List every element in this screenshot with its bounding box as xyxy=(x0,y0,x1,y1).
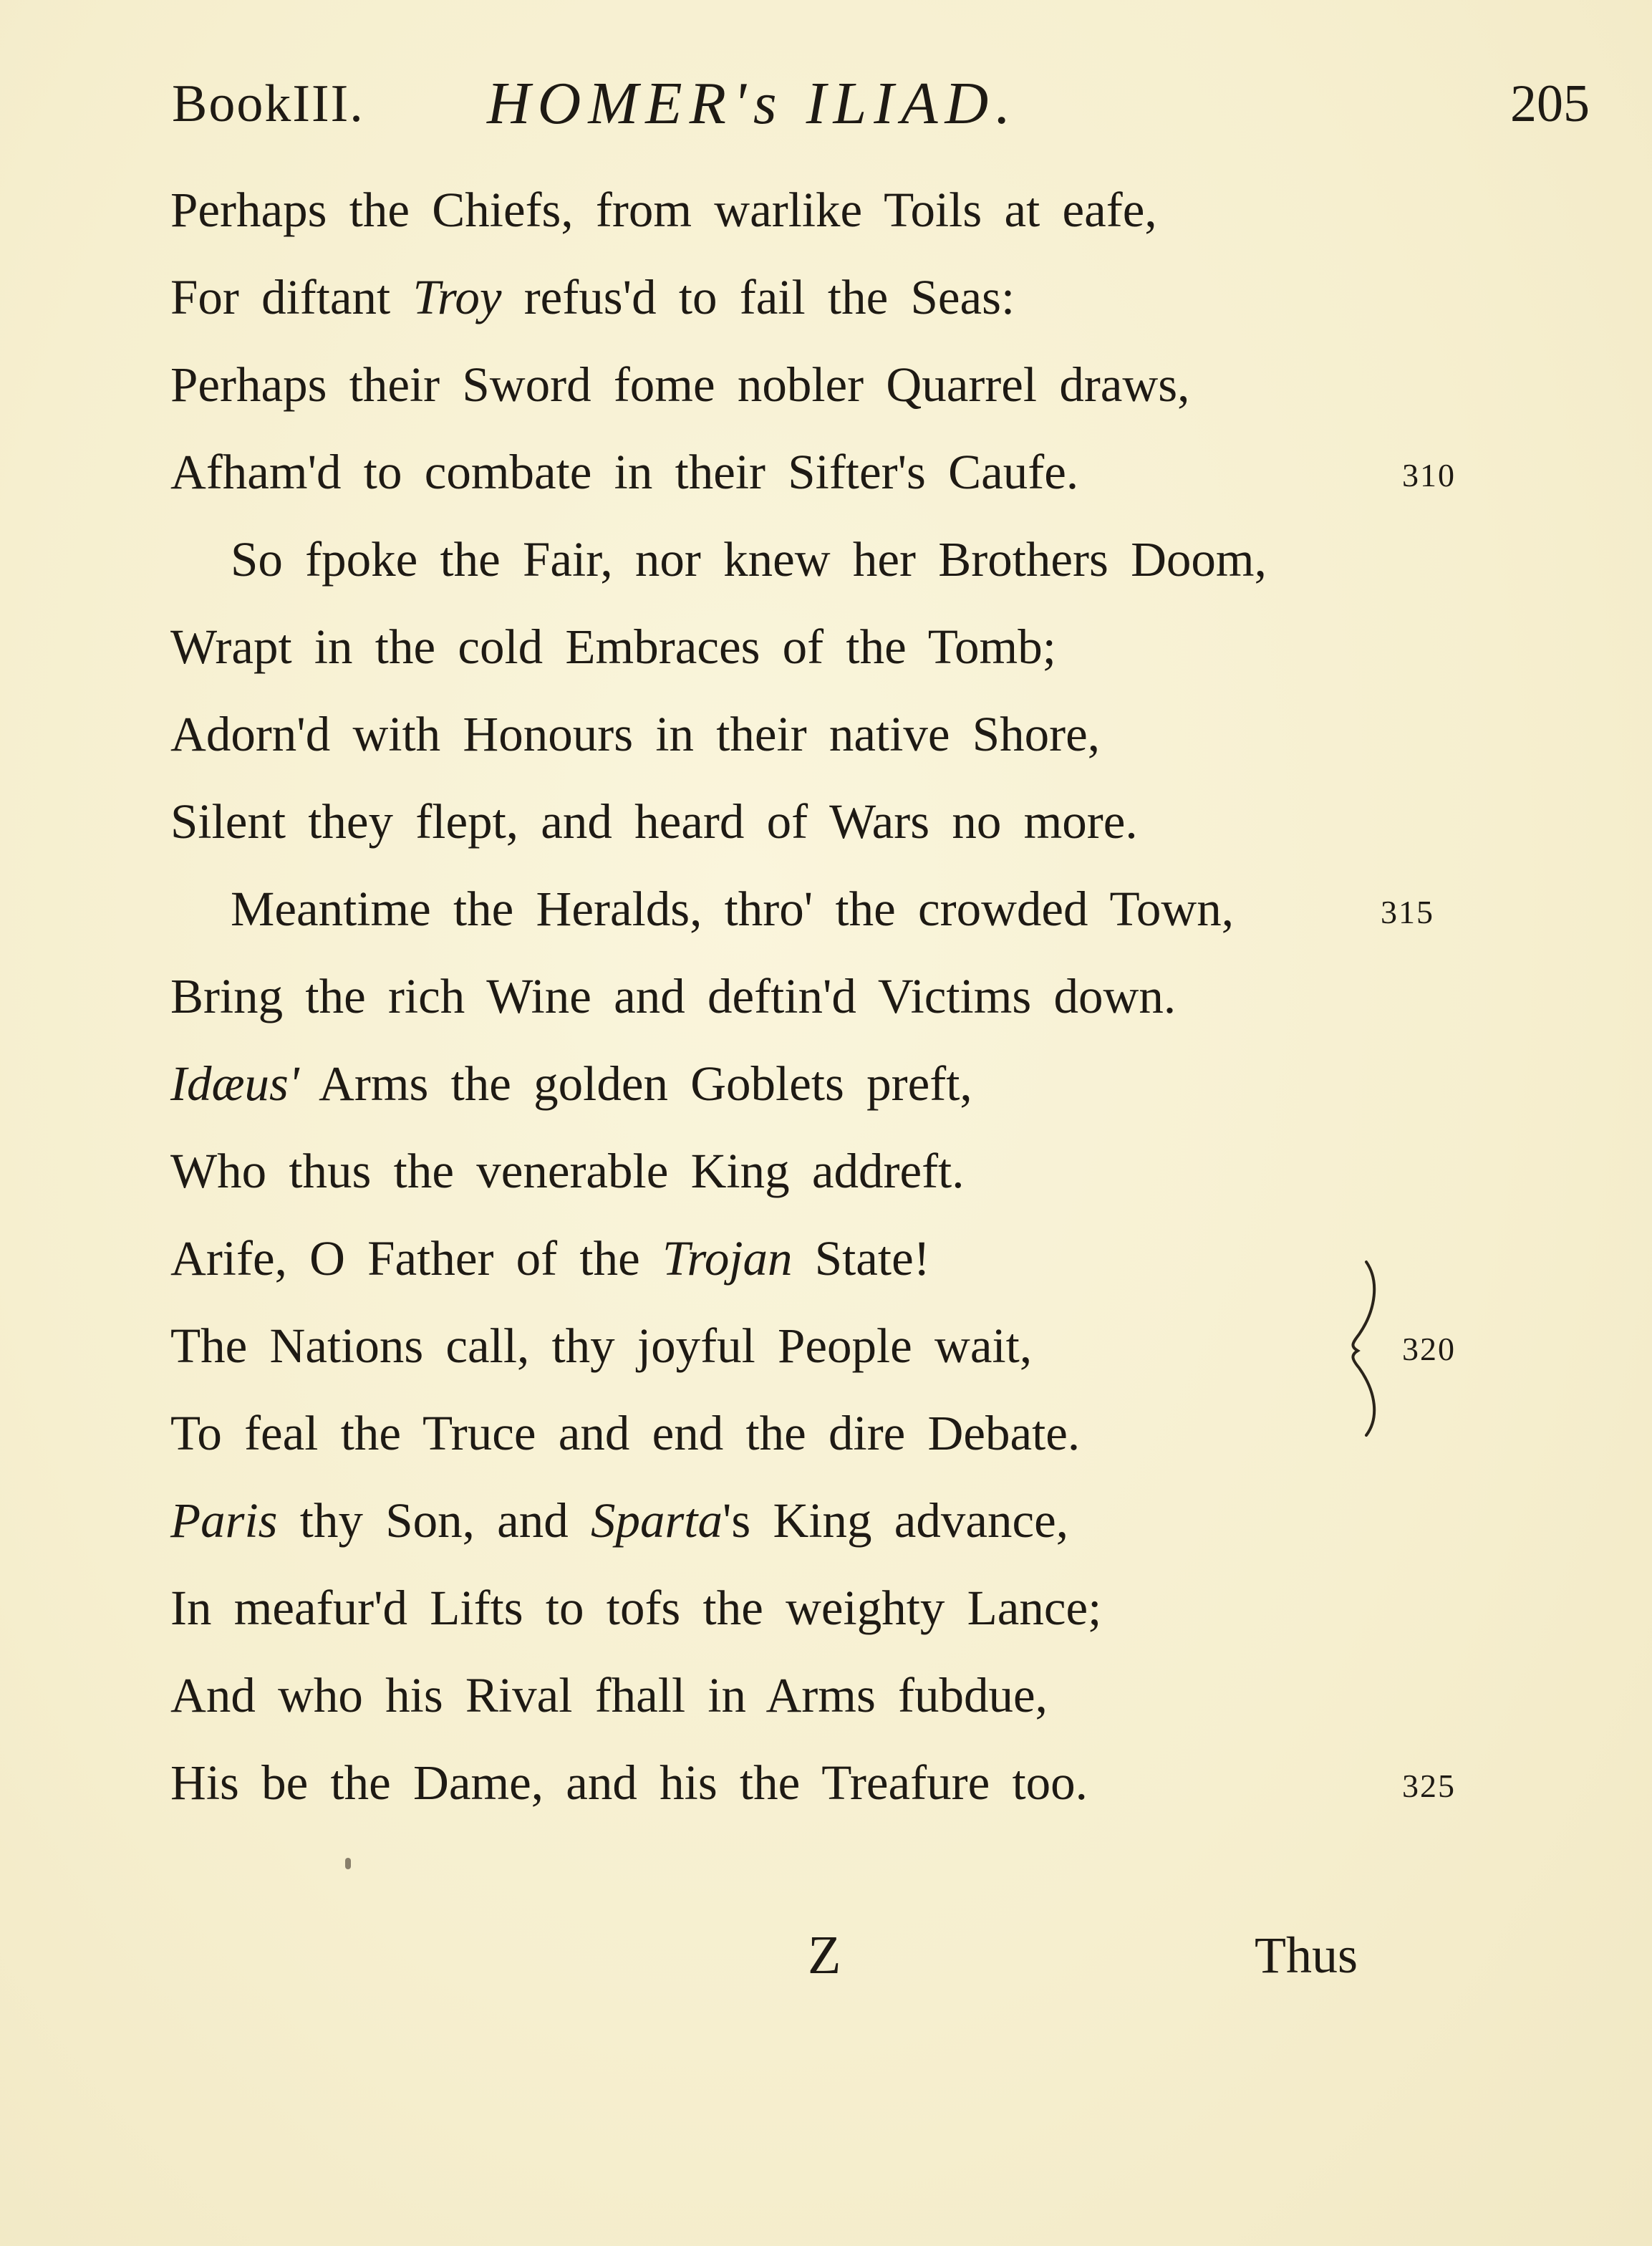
verse-segment: Perhaps their Sword fome nobler Quarrel draws, xyxy=(170,357,1190,412)
verse-line xyxy=(0,341,1652,428)
italic-name: Paris xyxy=(170,1493,278,1548)
verse-text xyxy=(170,1127,964,1215)
verse-text xyxy=(231,865,1234,953)
verse-line xyxy=(0,1302,1652,1389)
page-number: 205 xyxy=(1510,74,1590,133)
verse-line xyxy=(0,254,1652,341)
italic-name: Sparta xyxy=(590,1493,723,1548)
verse-text xyxy=(170,778,1138,865)
catchword: Thus xyxy=(1255,1927,1358,1984)
verse-segment: His be the Dame, and his the Treafure too. xyxy=(170,1755,1088,1810)
running-title: HOMER's ILIAD. xyxy=(487,70,1018,137)
verse-segment: Perhaps the Chiefs, from warlike Toils at eafe, xyxy=(170,183,1157,237)
verse-line xyxy=(0,865,1652,953)
page-footer xyxy=(0,1912,1652,1998)
verse-line xyxy=(0,1127,1652,1215)
verse-segment: Afham'd to combate in their Sifter's Caufe. xyxy=(170,445,1079,499)
verse-segment: 's King advance, xyxy=(722,1493,1069,1548)
verse-line xyxy=(0,1477,1652,1564)
verse-line xyxy=(0,690,1652,778)
line-number: 320 xyxy=(1402,1331,1456,1367)
verse-text xyxy=(170,1477,1068,1564)
verse-segment: State! xyxy=(792,1231,930,1286)
verse-line xyxy=(0,516,1652,603)
verse-line xyxy=(0,1215,1652,1302)
verse-segment: So fpoke the Fair, nor knew her Brothers Doom, xyxy=(231,532,1267,587)
verse-line xyxy=(0,953,1652,1040)
italic-name: Trojan xyxy=(662,1231,793,1286)
verse-line xyxy=(0,1739,1652,1826)
verse-segment: thy Son, and xyxy=(277,1493,591,1548)
verse-segment: Bring the rich Wine and deftin'd Victims down. xyxy=(170,969,1177,1023)
verse-line xyxy=(0,166,1652,254)
verse-text xyxy=(170,1302,1032,1389)
verse-segment: Wrapt in the cold Embraces of the Tomb; xyxy=(170,620,1056,674)
verse-segment: Arms the golden Goblets preft, xyxy=(299,1056,972,1111)
verse-line xyxy=(0,778,1652,865)
verse-segment: Adorn'd with Honours in their native Shore, xyxy=(170,707,1101,761)
verse-text xyxy=(170,603,1056,690)
verse-line xyxy=(0,428,1652,516)
verse-text xyxy=(170,341,1189,428)
verse-text xyxy=(170,254,1015,341)
verse-text xyxy=(170,1564,1101,1652)
italic-name: Troy xyxy=(412,270,502,324)
signature-mark: Z xyxy=(808,1925,841,1985)
verse-text xyxy=(170,1040,972,1127)
italic-name: Idæus' xyxy=(170,1056,299,1111)
verse-line xyxy=(0,1652,1652,1739)
line-number: 325 xyxy=(1402,1768,1456,1804)
verse-segment: And who his Rival fhall in Arms fubdue, xyxy=(170,1668,1048,1722)
verse-segment: For diftant xyxy=(170,270,413,324)
running-header xyxy=(172,64,1590,143)
verse-text xyxy=(170,953,1176,1040)
verse-line xyxy=(0,1564,1652,1652)
verse-segment: To feal the Truce and end the dire Debate. xyxy=(170,1406,1081,1460)
ink-speck xyxy=(345,1858,351,1869)
verse-text xyxy=(170,1215,930,1302)
verse-segment: In meafur'd Lifts to tofs the weighty Lance; xyxy=(170,1581,1102,1635)
verse-text xyxy=(231,516,1267,603)
verse-text xyxy=(170,1652,1048,1739)
line-number: 315 xyxy=(1381,894,1434,930)
verse-text xyxy=(170,1739,1088,1826)
verse-text xyxy=(170,166,1157,254)
verse-line xyxy=(0,1389,1652,1477)
triplet-brace xyxy=(1338,1259,1381,1438)
verse-text xyxy=(170,690,1100,778)
book-label: BookIII. xyxy=(172,74,364,133)
line-number: 310 xyxy=(1402,457,1456,493)
verse-line xyxy=(0,1040,1652,1127)
verse-segment: Silent they flept, and heard of Wars no more. xyxy=(170,794,1138,849)
verse-segment: refus'd to fail the Seas: xyxy=(501,270,1015,324)
verse-segment: The Nations call, thy joyful People wait, xyxy=(170,1319,1033,1373)
verse-text xyxy=(170,1389,1080,1477)
verse-text xyxy=(170,428,1078,516)
verse-segment: Arife, O Father of the xyxy=(170,1231,662,1286)
verse-segment: Meantime the Heralds, thro' the crowded Town, xyxy=(231,882,1234,936)
verse-line xyxy=(0,603,1652,690)
verse-segment: Who thus the venerable King addreft. xyxy=(170,1144,965,1198)
